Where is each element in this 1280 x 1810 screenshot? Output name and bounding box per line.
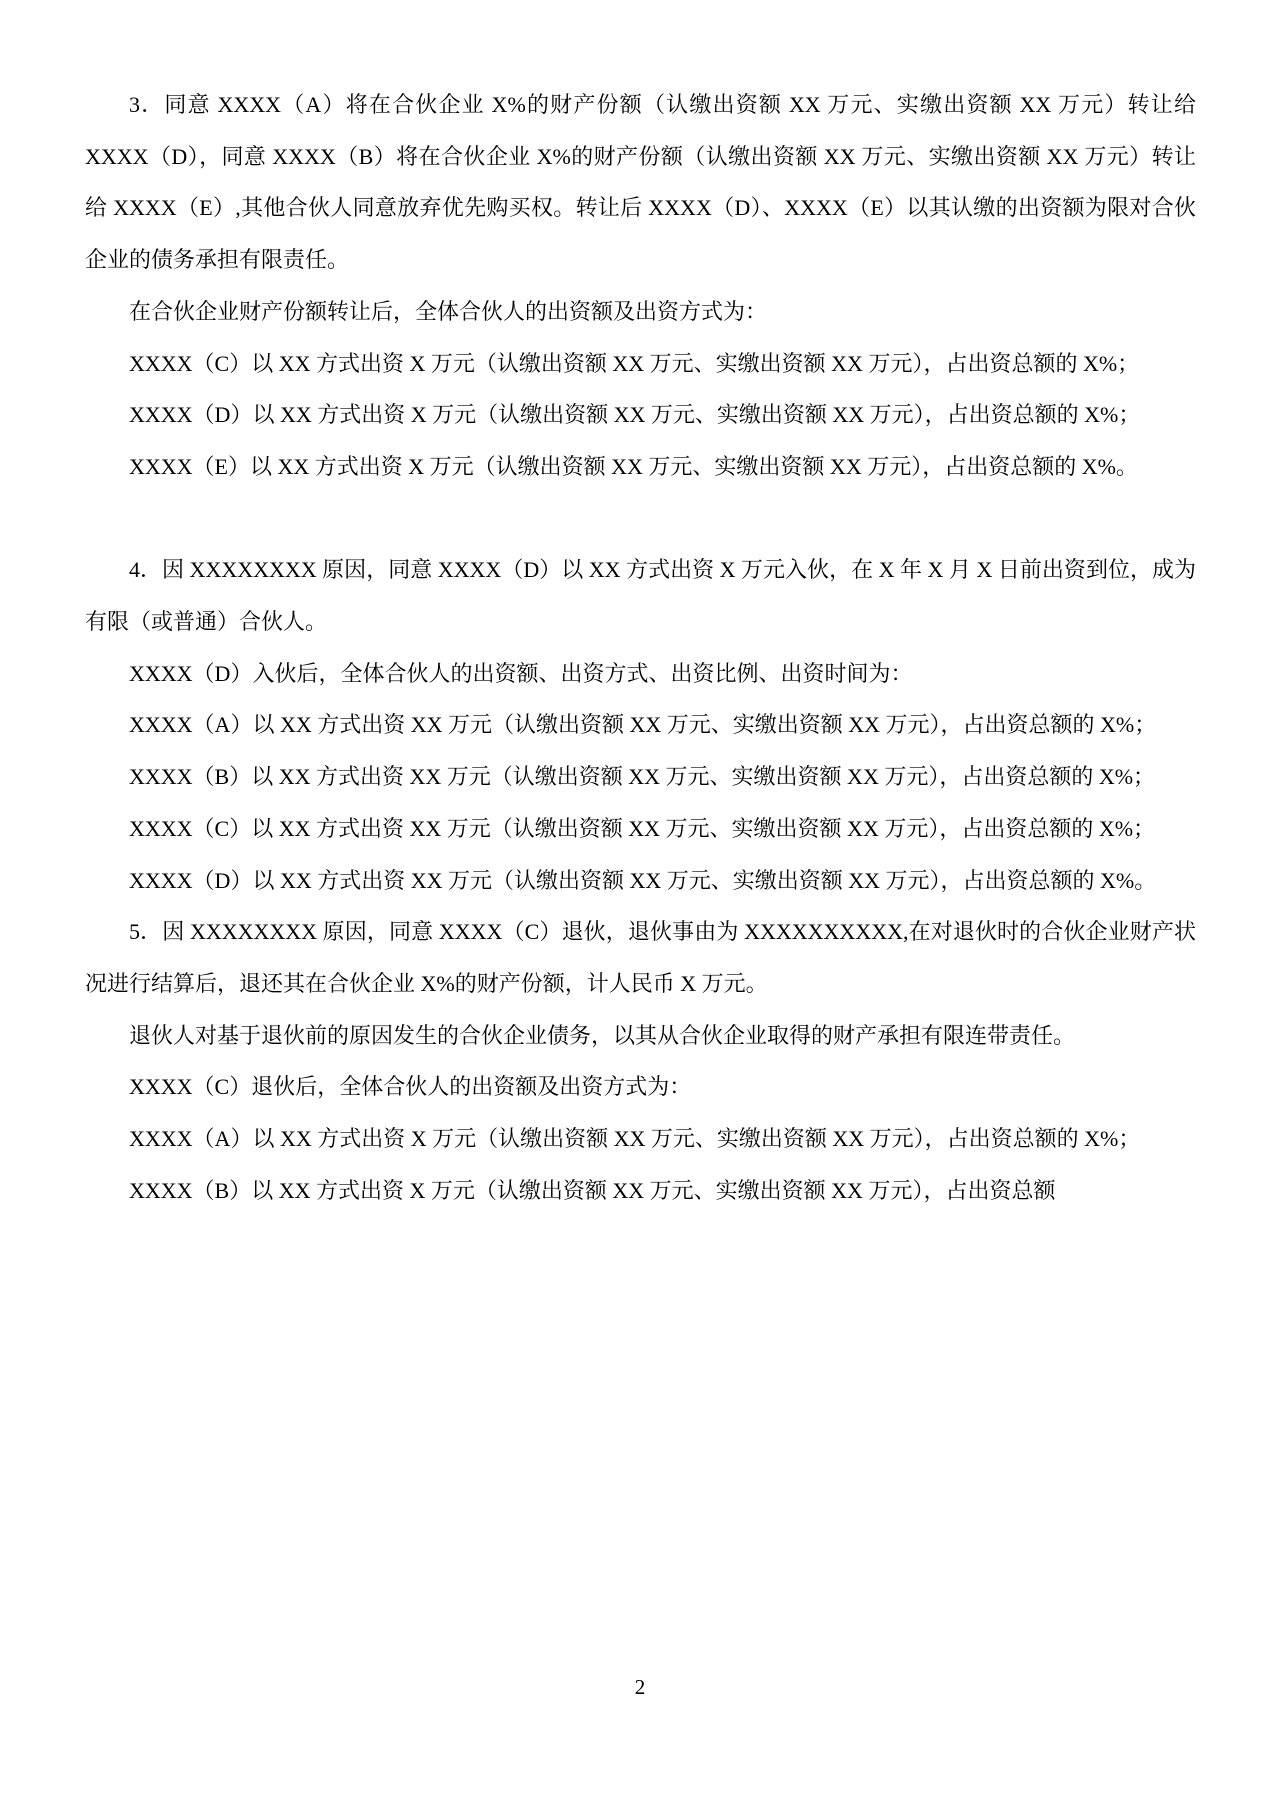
paragraph-item3-intro: 3．同意 XXXX（A）将在合伙企业 X%的财产份额（认缴出资额 XX 万元、实缴出资额 XX 万元）转让给 XXXX（D），同意 XXXX（B）将在合伙企业 X%的财产份额（认缴出资额 XX 万元、实缴出资额 XX 万元）转让给 XXXX（E）,其他合伙人同意放弃优先购买权。转让后 XXXX（D）、XXXX（E）以其认缴的出资额为限对合伙企业的债务承担有限责任。 bbox=[85, 92, 1196, 273]
paragraph-item3-partner-c: XXXX（C）以 XX 方式出资 X 万元（认缴出资额 XX 万元、实缴出资额 XX 万元），占出资总额的 X%； bbox=[129, 350, 1140, 376]
paragraph-item3-partner-e: XXXX（E）以 XX 方式出资 X 万元（认缴出资额 XX 万元、实缴出资额 XX 万元），占出资总额的 X%。 bbox=[129, 453, 1138, 479]
paragraph-item5-liability: 退伙人对基于退伙前的原因发生的合伙企业债务，以其从合伙企业取得的财产承担有限连带责任。 bbox=[129, 1022, 1076, 1048]
document-body bbox=[85, 79, 1196, 1216]
paragraph-item5-partner-b: XXXX（B）以 XX 方式出资 X 万元（认缴出资额 XX 万元、实缴出资额 XX 万元），占出资总额 bbox=[129, 1177, 1056, 1203]
paragraph-item5-intro: 5．因 XXXXXXXX 原因，同意 XXXX（C）退伙，退伙事由为 XXXXXXXXXX,在对退伙时的合伙企业财产状况进行结算后，退还其在合伙企业 X%的财产份额，计人民币 X 万元。 bbox=[85, 919, 1196, 996]
paragraph-item4-partner-b: XXXX（B）以 XX 方式出资 XX 万元（认缴出资额 XX 万元、实缴出资额 XX 万元），占出资总额的 X%； bbox=[129, 764, 1156, 790]
paragraph-item4-intro: 4．因 XXXXXXXX 原因，同意 XXXX（D）以 XX 方式出资 X 万元入伙，在 X 年 X 月 X 日前出资到位，成为有限（或普通）合伙人。 bbox=[85, 557, 1196, 635]
page-number: 2 bbox=[634, 1675, 646, 1699]
paragraph-item4-lead: XXXX（D）入伙后，全体合伙人的出资额、出资方式、出资比例、出资时间为： bbox=[129, 660, 913, 686]
paragraph-item5-partner-a: XXXX（A）以 XX 方式出资 X 万元（认缴出资额 XX 万元、实缴出资额 XX 万元），占出资总额的 X%； bbox=[129, 1126, 1141, 1152]
paragraph-item3-lead: 在合伙企业财产份额转让后，全体合伙人的出资额及出资方式为： bbox=[129, 298, 768, 324]
paragraph-item4-partner-a: XXXX（A）以 XX 方式出资 XX 万元（认缴出资额 XX 万元、实缴出资额 XX 万元），占出资总额的 X%； bbox=[129, 712, 1157, 738]
blank-line bbox=[85, 493, 1196, 545]
paragraph-item4-partner-d: XXXX（D）以 XX 方式出资 XX 万元（认缴出资额 XX 万元、实缴出资额 XX 万元），占出资总额的 X%。 bbox=[129, 867, 1157, 893]
paragraph-item3-partner-d: XXXX（D）以 XX 方式出资 X 万元（认缴出资额 XX 万元、实缴出资额 XX 万元），占出资总额的 X%； bbox=[129, 402, 1141, 428]
paragraph-item4-partner-c: XXXX（C）以 XX 方式出资 XX 万元（认缴出资额 XX 万元、实缴出资额 XX 万元），占出资总额的 X%； bbox=[129, 815, 1156, 841]
paragraph-item5-lead: XXXX（C）退伙后，全体合伙人的出资额及出资方式为： bbox=[129, 1074, 692, 1100]
